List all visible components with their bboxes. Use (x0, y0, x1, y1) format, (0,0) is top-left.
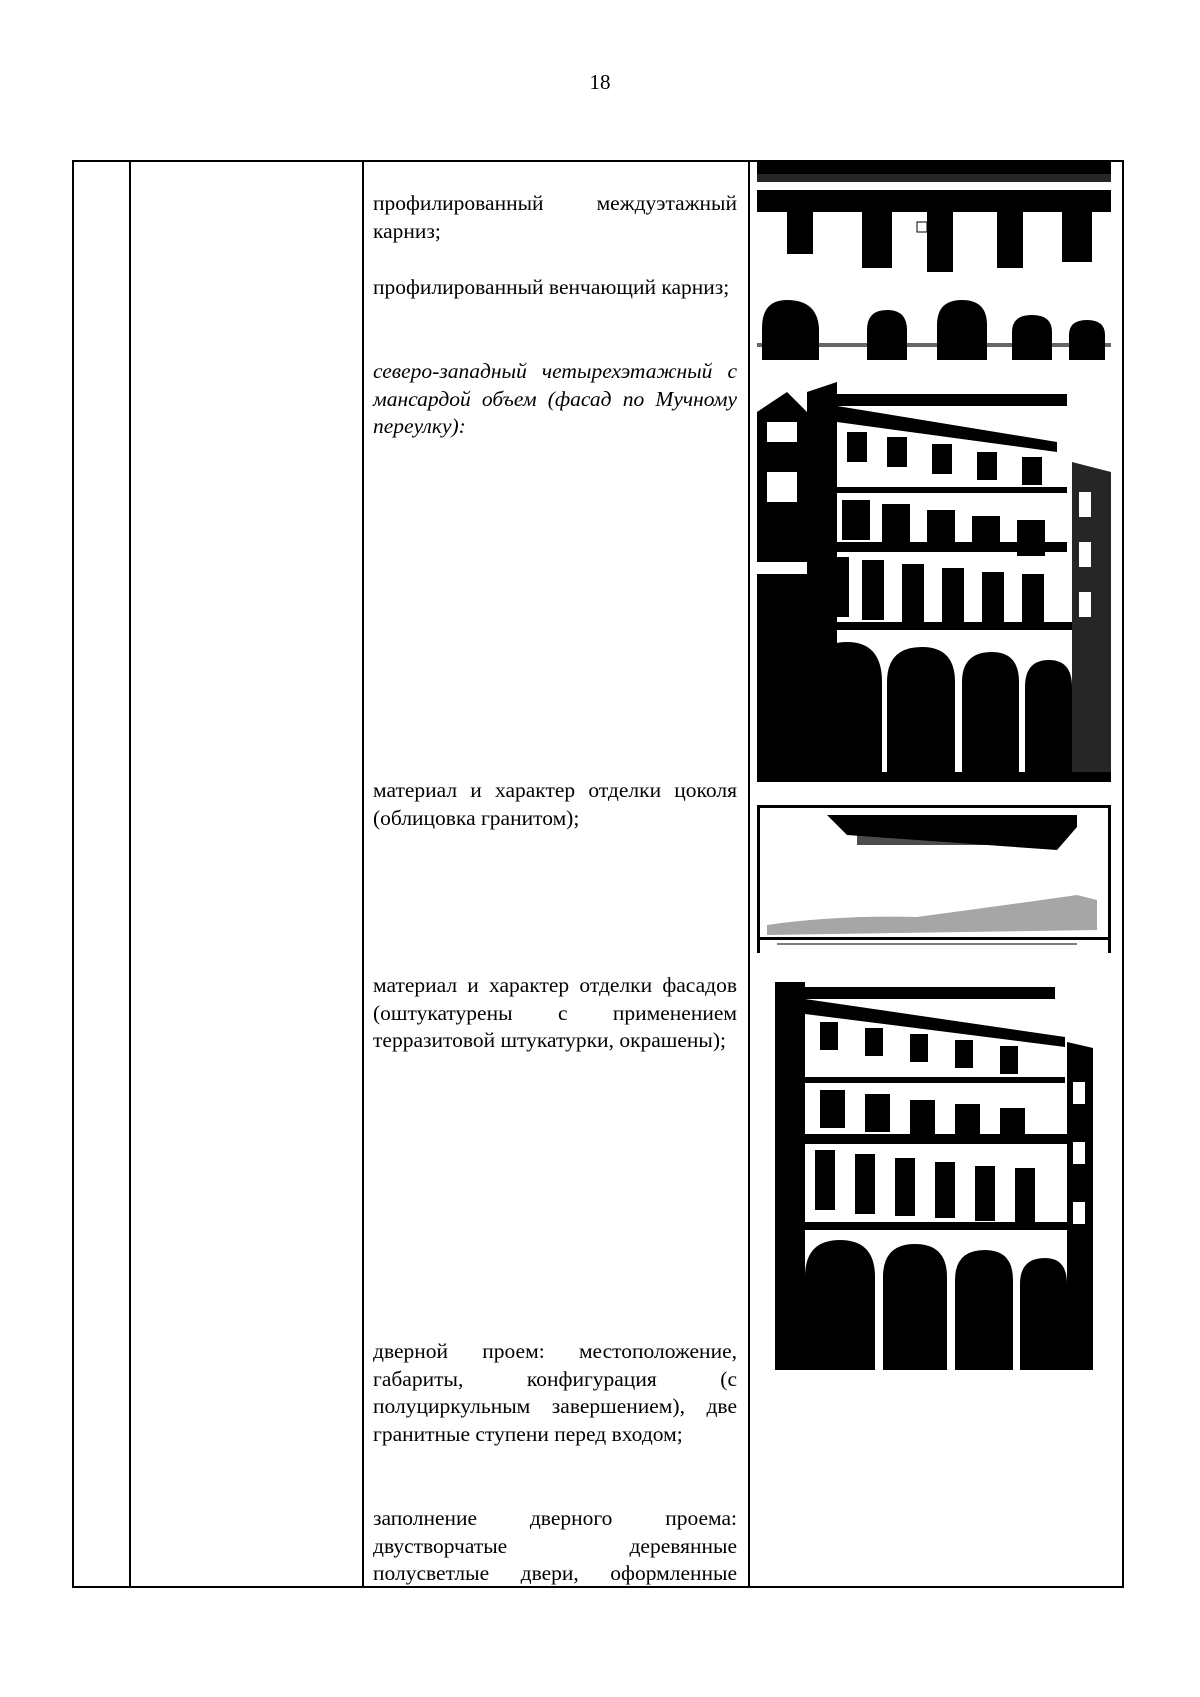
column-divider-2 (362, 160, 364, 1588)
item-crowning-cornice: профилированный венчающий карниз; (373, 275, 730, 299)
item-door-filling: заполнение дверного проема: двустворчатые деревянные полусветлые двери, оформленные (373, 1506, 737, 1585)
building-facade-photo (757, 382, 1111, 782)
item-facade-finish: материал и характер отделки фасадов (оштукатурены с применением терразитовой штукатурки, окрашены); (373, 973, 737, 1052)
item-northwest-volume: северо-западный четырехэтажный с мансардой объем (фасад по Мучному переулку): (373, 359, 737, 438)
granite-plinth-photo (757, 805, 1111, 953)
cornice-photo (757, 160, 1111, 360)
column-divider-1 (129, 160, 131, 1588)
page-number: 18 (589, 70, 611, 94)
item-interfloor-cornice: профилированный междуэтажный карниз; (373, 191, 737, 243)
facade-finish-photo (775, 982, 1093, 1370)
item-plinth-finish: материал и характер отделки цоколя (облицовка гранитом); (373, 778, 737, 830)
item-door-opening: дверной проем: местоположение, габариты, конфигурация (с полуциркульным завершением), две гранитные ступени перед входом; (373, 1339, 737, 1446)
column-divider-3 (748, 160, 750, 1588)
